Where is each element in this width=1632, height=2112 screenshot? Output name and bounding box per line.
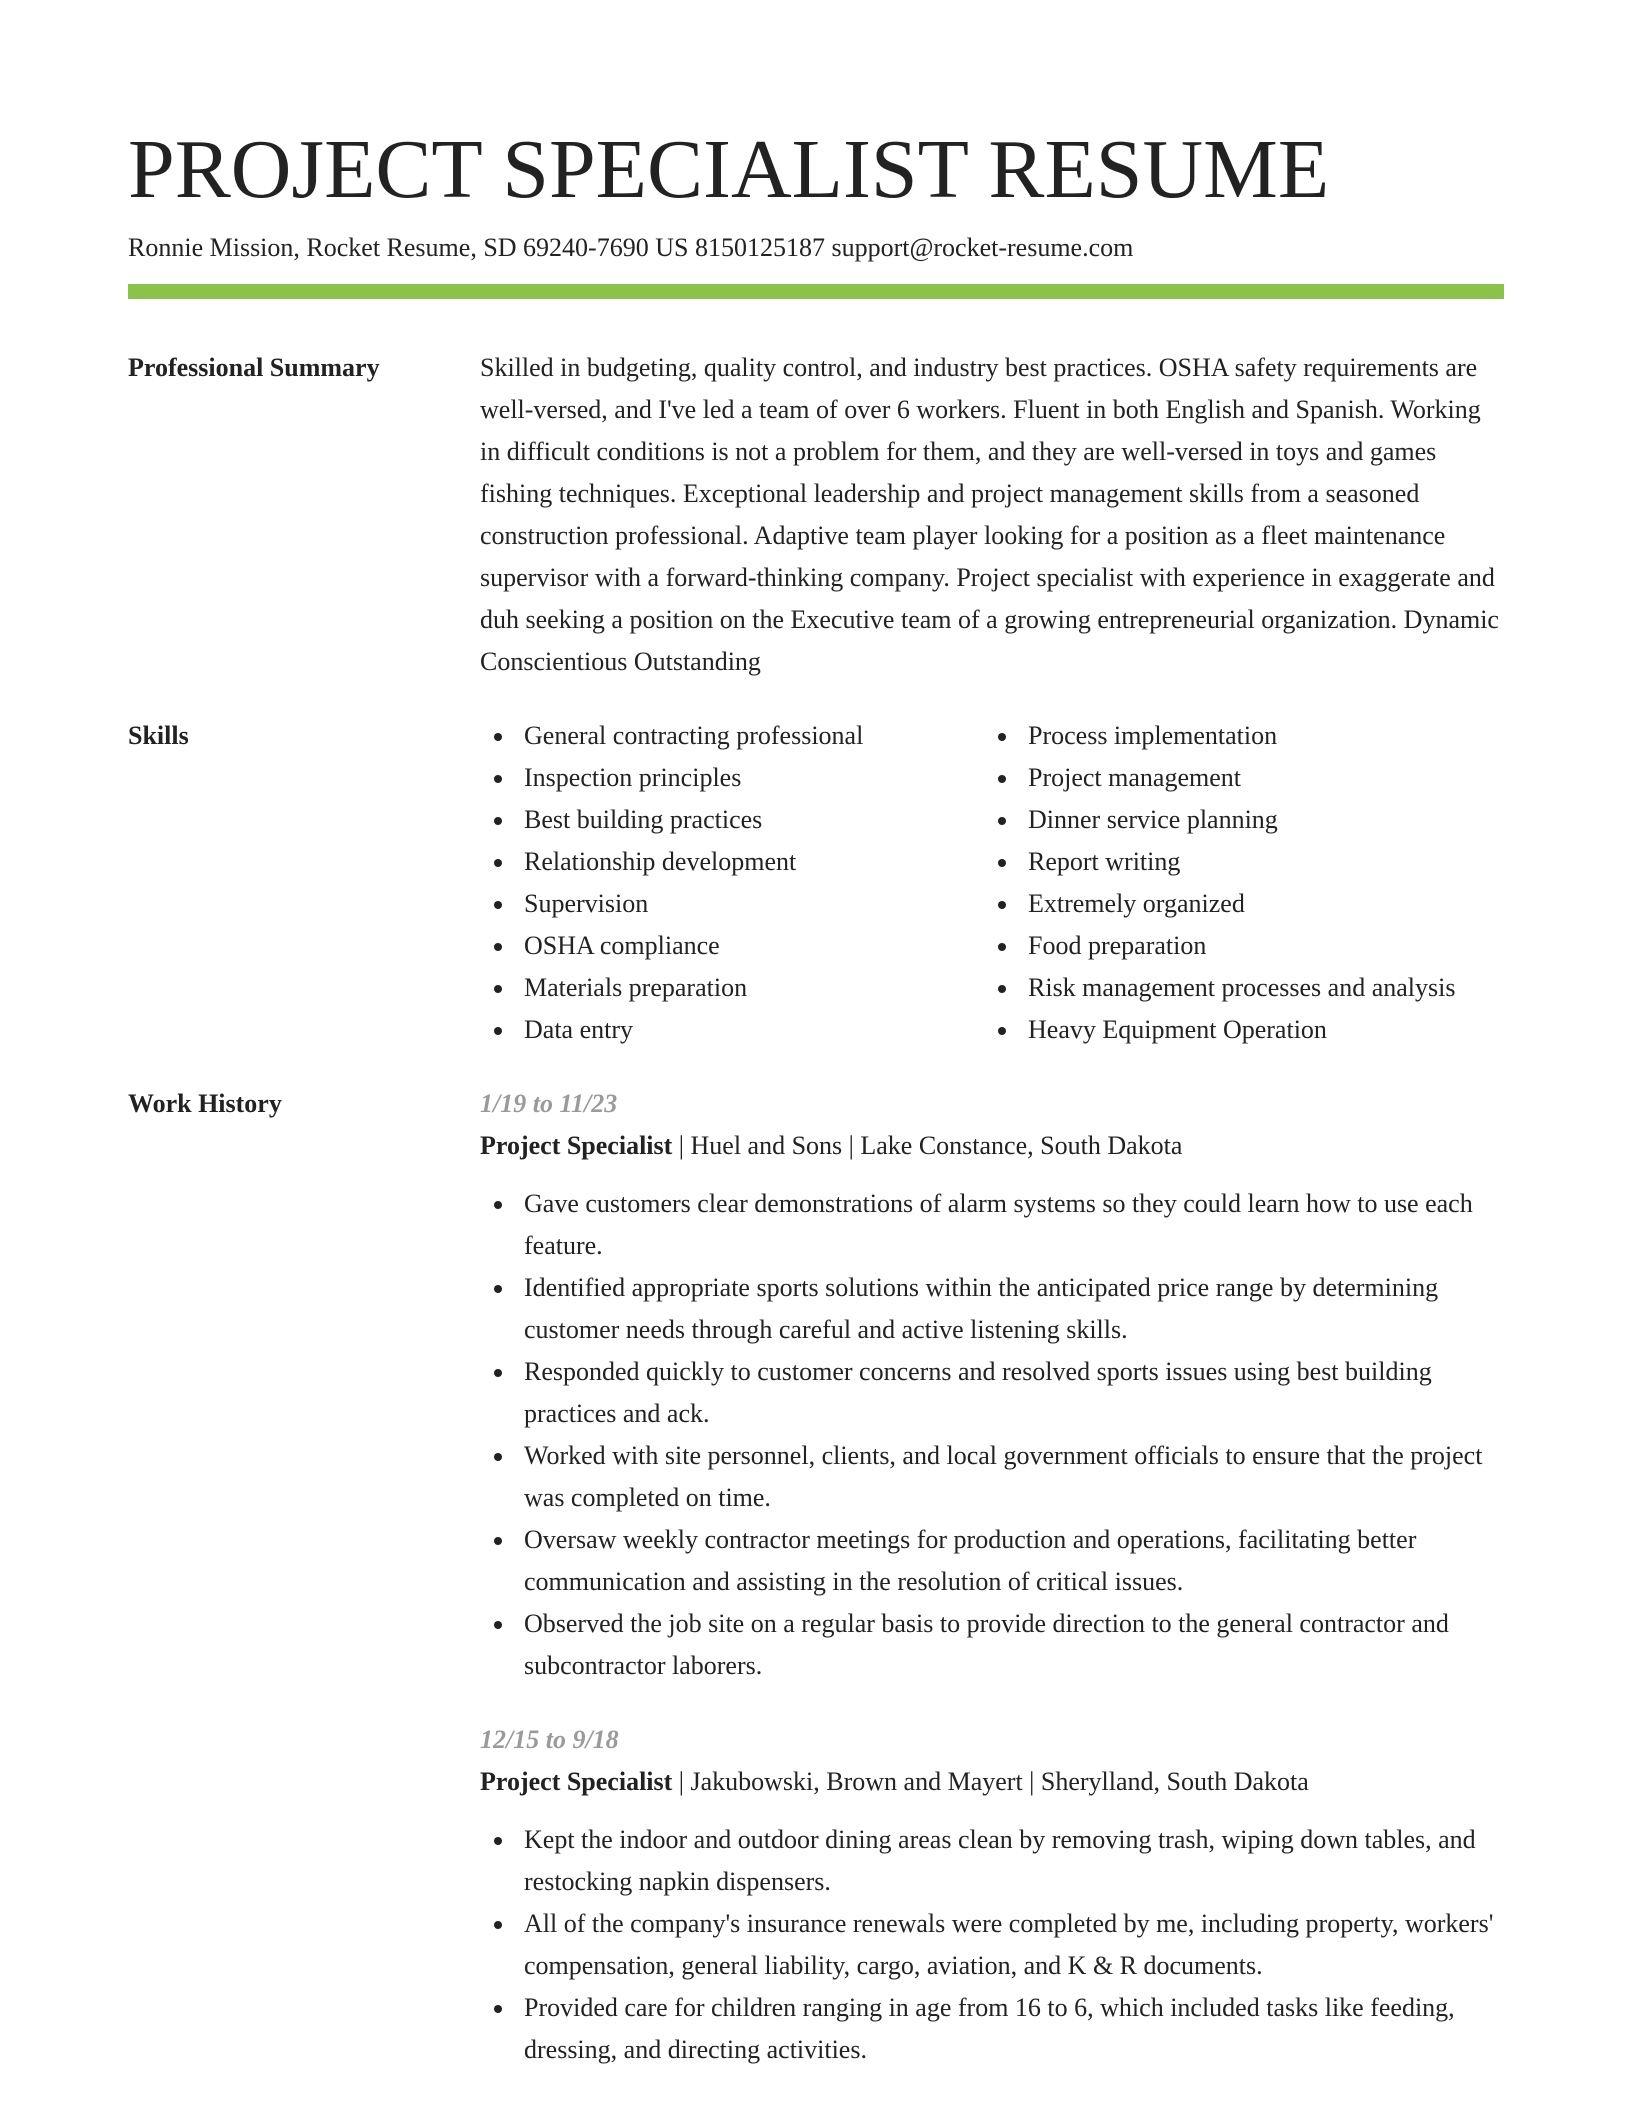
- summary-text: Skilled in budgeting, quality control, and industry best practices. OSHA safety requirements are well-versed, and I've led a team of over 6 workers. Fluent in both English and Spanish. Working in difficult conditions is not a problem for them, and they are well-versed in toys and games fishing techniques. Exceptional leadership and project management skills from a seasoned construction professional. Adaptive team player looking for a position as a fleet maintenance supervisor with a forward-thinking company. Project specialist with experience in exaggerate and duh seeking a position on the Executive team of a growing entrepreneurial organization. Dynamic Conscientious Outstanding: [480, 353, 1499, 676]
- skills-list-right: [984, 715, 1488, 1051]
- skills-list-left: [480, 715, 984, 1051]
- skill-item: Supervision: [480, 883, 984, 925]
- job-bullet: Oversaw weekly contractor meetings for production and operations, facilitating better communication and assisting in the resolution of critical issues.: [480, 1519, 1504, 1603]
- resume-title: PROJECT SPECIALIST RESUME: [128, 123, 1330, 216]
- job-bullet: All of the company's insurance renewals were completed by me, including property, workers' compensation, general liability, cargo, aviation, and K & R documents.: [480, 1903, 1504, 1987]
- job-dates: 1/19 to 11/23: [480, 1089, 618, 1118]
- section-label-summary: Professional Summary: [128, 353, 380, 382]
- job-entry: [480, 1719, 1504, 2071]
- skill-item: Best building practices: [480, 799, 984, 841]
- skill-item: Data entry: [480, 1009, 984, 1051]
- job-bullet: Observed the job site on a regular basis to provide direction to the general contractor and subcontractor laborers.: [480, 1603, 1504, 1687]
- skill-item: General contracting professional: [480, 715, 984, 757]
- skill-item: Food preparation: [984, 925, 1488, 967]
- job-details: | Jakubowski, Brown and Mayert | Sherylland, South Dakota: [672, 1767, 1309, 1796]
- skill-item: Inspection principles: [480, 757, 984, 799]
- job-dates: 12/15 to 9/18: [480, 1725, 619, 1754]
- job-bullet: Responded quickly to customer concerns and resolved sports issues using best building practices and ack.: [480, 1351, 1504, 1435]
- job-bullets: [480, 1183, 1504, 1687]
- skill-item: Process implementation: [984, 715, 1488, 757]
- contact-line: Ronnie Mission, Rocket Resume, SD 69240-7690 US 8150125187 support@rocket-resume.com: [128, 233, 1134, 262]
- skill-item: Materials preparation: [480, 967, 984, 1009]
- job-details: | Huel and Sons | Lake Constance, South Dakota: [672, 1131, 1183, 1160]
- skill-item: Project management: [984, 757, 1488, 799]
- job-bullet: Identified appropriate sports solutions within the anticipated price range by determining customer needs through careful and active listening skills.: [480, 1267, 1504, 1351]
- section-label-work-history: Work History: [128, 1089, 282, 1118]
- work-history-section: [128, 1083, 1504, 2103]
- skill-item: Risk management processes and analysis: [984, 967, 1488, 1009]
- job-header: [480, 1761, 1504, 1803]
- job-header: [480, 1125, 1504, 1167]
- job-bullet: Worked with site personnel, clients, and local government officials to ensure that the project was completed on time.: [480, 1435, 1504, 1519]
- skill-item: Relationship development: [480, 841, 984, 883]
- section-label-skills: Skills: [128, 721, 189, 750]
- accent-divider: [128, 284, 1504, 299]
- skill-item: Extremely organized: [984, 883, 1488, 925]
- skill-item: OSHA compliance: [480, 925, 984, 967]
- job-bullets: [480, 1819, 1504, 2071]
- job-bullet: Gave customers clear demonstrations of alarm systems so they could learn how to use each feature.: [480, 1183, 1504, 1267]
- skill-item: Report writing: [984, 841, 1488, 883]
- skill-item: Heavy Equipment Operation: [984, 1009, 1488, 1051]
- resume-page: [128, 118, 1504, 2103]
- skill-item: Dinner service planning: [984, 799, 1488, 841]
- job-bullet: Provided care for children ranging in age from 16 to 6, which included tasks like feeding, dressing, and directing activities.: [480, 1987, 1504, 2071]
- skills-columns: [480, 715, 1504, 1051]
- job-title: Project Specialist: [480, 1131, 673, 1160]
- job-entry: [480, 1083, 1504, 1687]
- skills-section: [128, 715, 1504, 1051]
- professional-summary-section: [128, 347, 1504, 683]
- job-title: Project Specialist: [480, 1767, 673, 1796]
- job-bullet: Kept the indoor and outdoor dining areas clean by removing trash, wiping down tables, and restocking napkin dispensers.: [480, 1819, 1504, 1903]
